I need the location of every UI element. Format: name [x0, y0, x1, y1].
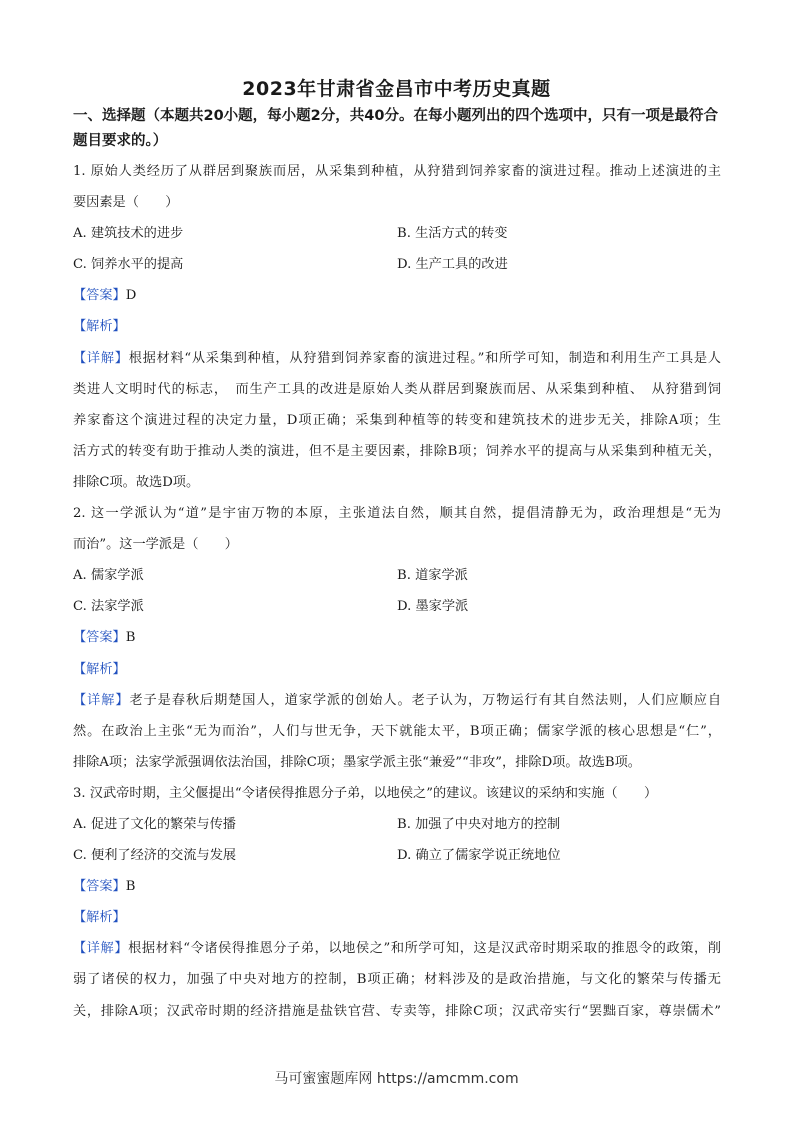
detail-line: 养家畜这个演进过程的决定力量，D项正确；采集到种植等的转变和建筑技术的进步无关，排除A项；生	[73, 412, 721, 428]
answer-tag: 【答案】	[73, 630, 126, 646]
option-c: C. 法家学派	[73, 599, 144, 615]
question-stem-line: 1. 原始人类经历了从群居到聚族而居，从采集到种植，从狩猎到饲养家畜的演进过程。推动上述演进的主	[73, 164, 721, 179]
detail-line: 弱了诸侯的权力，加强了中央对地方的控制，B项正确；材料涉及的是政治措施，与文化的繁荣与传播无	[73, 972, 721, 988]
answer-line	[73, 622, 721, 653]
detail-text: 根据材料“令诸侯得推恩分子弟，以地侯之”和所学可知，这是汉武帝时期采取的推恩令的政策，削	[128, 941, 721, 957]
option-b: B. 加强了中央对地方的控制	[397, 816, 561, 832]
analysis-line	[73, 654, 721, 685]
detail-text: 根据材料“从采集到种植，从狩猎到饲养家畜的演进过程。”和所学可知，制造和利用生产工具是人	[128, 350, 721, 366]
section-heading: 一、选择题（本题共20小题，每小题2分，共40分。在每小题列出的四个选项中，只有一项是最符合题目要求的。）	[73, 108, 718, 149]
detail-line: 排除A项；法家学派强调依法治国，排除C项；墨家学派主张“兼爱”“非攻”，排除D项。故选B项。	[73, 754, 641, 770]
option-b: B. 道家学派	[397, 568, 468, 584]
question-1	[73, 156, 721, 498]
option-d: D. 墨家学派	[397, 599, 469, 615]
options-row	[73, 218, 721, 249]
analysis-line	[73, 311, 721, 342]
detail-line: 排除C项。故选D项。	[73, 474, 200, 490]
detail-line: 活方式的转变有助于推动人类的演进，但不是主要因素，排除B项；饲养水平的提高与从采集到种植无关，	[73, 443, 721, 459]
question-stem-line: 而治”。这一学派是（ ）	[73, 537, 238, 553]
option-d: D. 生产工具的改进	[397, 257, 508, 273]
options-row	[73, 560, 721, 591]
option-d: D. 确立了儒家学说正统地位	[397, 848, 561, 864]
detail-tag: 【详解】	[73, 692, 130, 708]
analysis-tag: 【解析】	[73, 661, 126, 677]
page-title: 2023年甘肃省金昌市中考历史真题	[242, 78, 551, 100]
analysis-tag: 【解析】	[73, 319, 126, 335]
option-a: A. 建筑技术的进步	[73, 226, 184, 242]
options-row	[73, 840, 721, 871]
detail-line	[73, 933, 721, 964]
question-2	[73, 498, 721, 778]
answer-line	[73, 871, 721, 902]
detail-tag: 【详解】	[73, 350, 129, 366]
question-stem-line: 2. 这一学派认为“道”是宇宙万物的本原，主张道法自然，顺其自然，提倡清静无为，政治理想是“无为	[73, 506, 721, 522]
option-a: A. 促进了文化的繁荣与传播	[73, 816, 236, 832]
detail-line: 然。在政治上主张“无为而治”，人们与世无争，天下就能太平，B项正确；儒家学派的核心思想是“仁”，	[73, 723, 721, 739]
options-row	[73, 591, 721, 622]
analysis-line	[73, 902, 721, 933]
answer-value: B	[125, 879, 136, 895]
answer-tag: 【答案】	[73, 288, 126, 304]
answer-value: B	[125, 630, 136, 646]
option-c: C. 便利了经济的交流与发展	[73, 848, 237, 864]
questions-content	[73, 156, 721, 1027]
detail-line: 关，排除A项；汉武帝时期的经济措施是盐铁官营、专卖等，排除C项；汉武帝实行“罢黜百家，尊崇儒术”	[73, 1003, 721, 1019]
option-b: B. 生活方式的转变	[397, 226, 508, 242]
question-3	[73, 778, 721, 1027]
answer-tag: 【答案】	[73, 879, 126, 895]
detail-line: 类进人文明时代的标志， 而生产工具的改进是原始人类从群居到聚族而居、从采集到种植、 从狩猎到饲	[73, 381, 721, 397]
detail-line	[73, 343, 721, 374]
question-stem-line: 3. 汉武帝时期，主父偃提出“令诸侯得推恩分子弟，以地侯之”的建议。该建议的采纳和实施（ ）	[73, 785, 658, 801]
detail-tag: 【详解】	[73, 941, 129, 957]
footer-watermark: 马可蜜蜜题库网 https://amcmm.com	[274, 1071, 519, 1087]
detail-line	[73, 685, 721, 716]
option-a: A. 儒家学派	[73, 568, 144, 584]
options-row	[73, 249, 721, 280]
options-row	[73, 809, 721, 840]
answer-value: D	[125, 288, 137, 304]
question-stem-line: 要因素是（ ）	[73, 195, 179, 211]
option-c: C. 饲养水平的提高	[73, 257, 184, 273]
answer-line	[73, 280, 721, 311]
analysis-tag: 【解析】	[73, 910, 126, 926]
detail-text: 老子是春秋后期楚国人，道家学派的创始人。老子认为，万物运行有其自然法则，人们应顺应自	[129, 692, 721, 708]
